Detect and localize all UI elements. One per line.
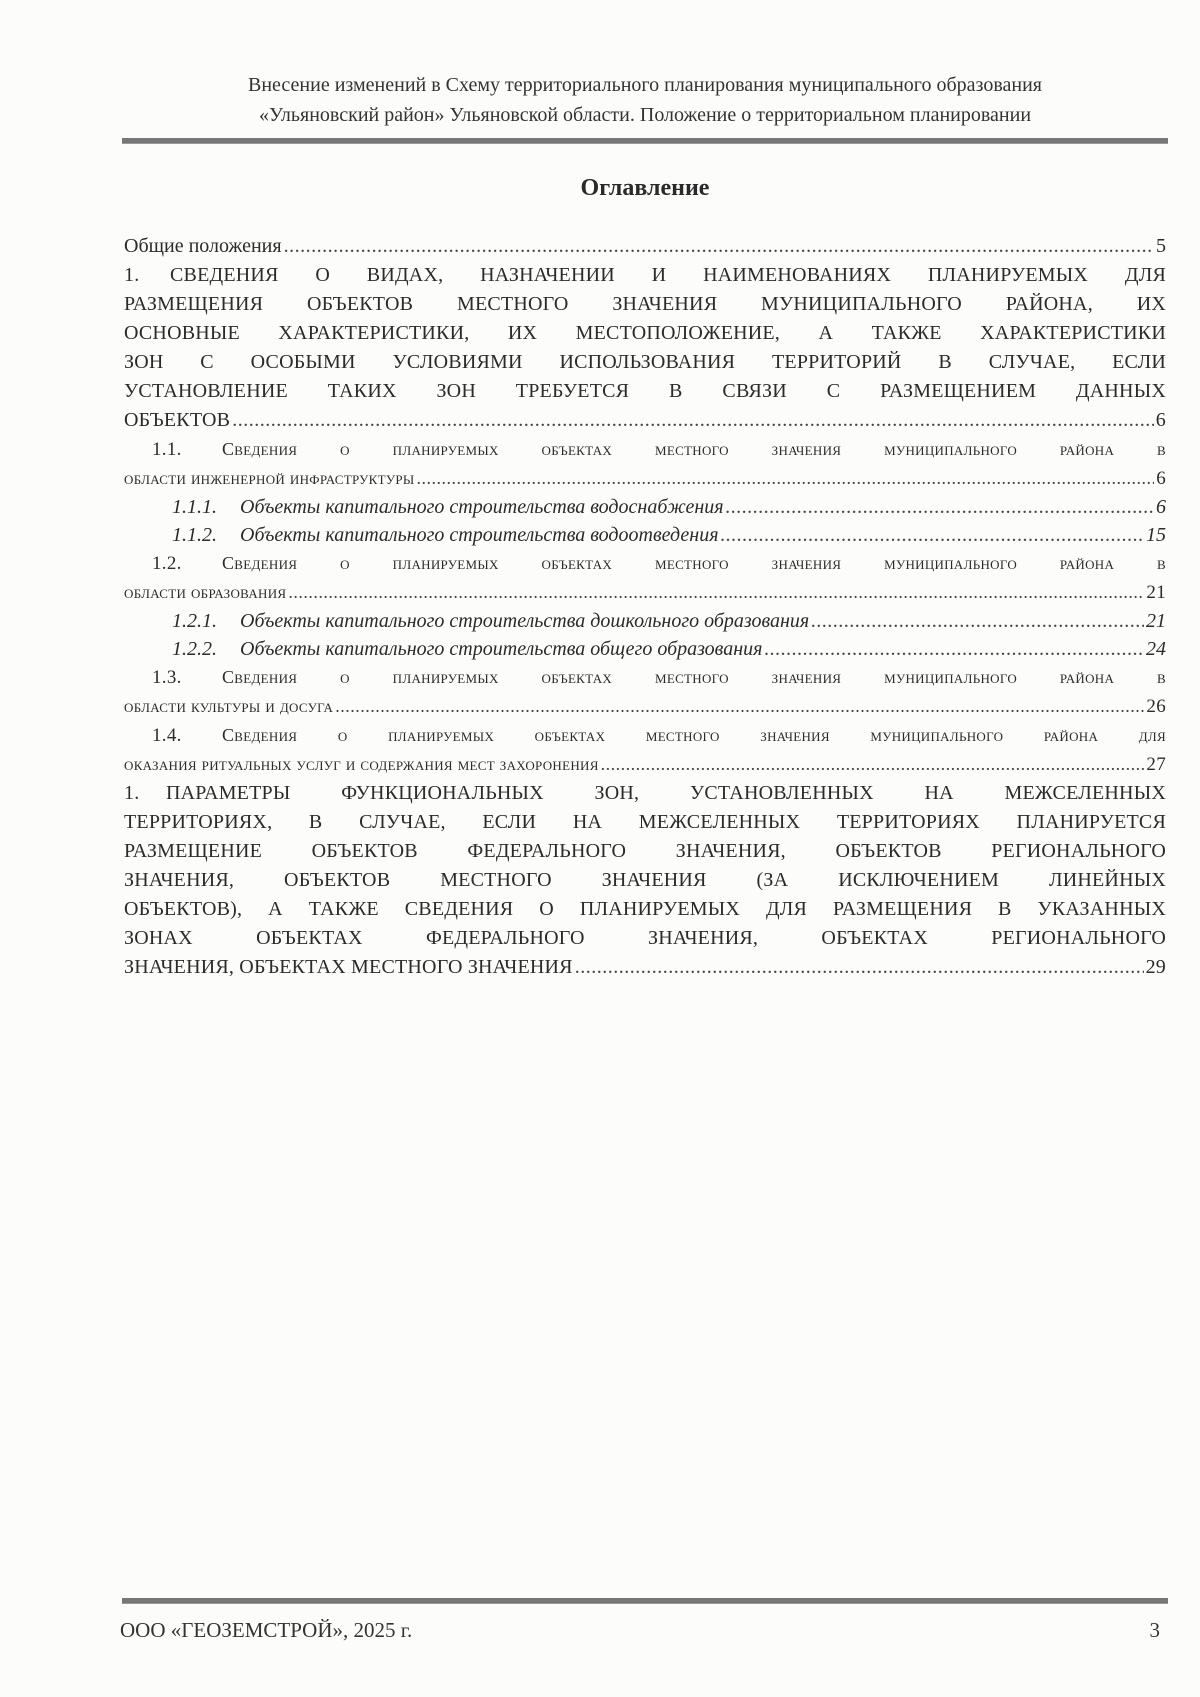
toc-entry-line: УСТАНОВЛЕНИЕ ТАКИХ ЗОН ТРЕБУЕТСЯ В СВЯЗИ С РАЗМЕЩЕНИЕМ ДАННЫХ <box>124 380 1166 402</box>
toc-entry-line: 1. СВЕДЕНИЯ О ВИДАХ, НАЗНАЧЕНИИ И НАИМЕНОВАНИЯХ ПЛАНИРУЕМЫХ ДЛЯ <box>124 261 1166 290</box>
toc-page-number: 6 <box>1155 409 1166 431</box>
toc-entry-section-1-3[interactable] <box>124 663 1166 721</box>
toc-entry-number: 1.1.2. <box>172 524 217 546</box>
toc-page-number: 21 <box>1146 610 1166 632</box>
dot-leader <box>764 635 1144 663</box>
toc-entry-section-1[interactable] <box>124 261 1166 435</box>
toc-entry-text: ОБЪЕКТОВ <box>124 409 231 431</box>
toc-entry-line: ЗОН С ОСОБЫМИ УСЛОВИЯМИ ИСПОЛЬЗОВАНИЯ ТЕРРИТОРИЙ В СЛУЧАЕ, ЕСЛИ <box>124 351 1166 373</box>
toc-entry-line: ОСНОВНЫЕ ХАРАКТЕРИСТИКИ, ИХ МЕСТОПОЛОЖЕНИЕ, А ТАКЖЕ ХАРАКТЕРИСТИКИ <box>124 322 1166 344</box>
toc-entry-line: ЗОНАХ ОБЪЕКТАХ ФЕДЕРАЛЬНОГО ЗНАЧЕНИЯ, ОБЪЕКТАХ РЕГИОНАЛЬНОГО <box>124 927 1166 949</box>
toc-entry-line: 1.2. Сведения о планируемых объектах местного значения муниципального района в <box>124 549 1166 578</box>
dot-leader <box>726 493 1154 521</box>
toc-entry-line: ЗНАЧЕНИЯ, ОБЪЕКТОВ МЕСТНОГО ЗНАЧЕНИЯ (ЗА ИСКЛЮЧЕНИЕМ ЛИНЕЙНЫХ <box>124 869 1166 891</box>
toc-page-number: 21 <box>1146 582 1166 603</box>
toc-entry-text: области образования <box>124 582 287 602</box>
toc-entry-text: Объекты капитального строительства водоснабжения <box>240 496 724 518</box>
toc-entry-section-1-2-2[interactable] <box>124 635 1166 663</box>
toc-entry-number: 1.1.1. <box>172 496 217 518</box>
toc-entry-section-2[interactable] <box>124 779 1166 982</box>
toc-entry-number: 1.1. <box>152 439 182 460</box>
toc-title: Оглавление <box>580 175 710 201</box>
toc-page-number: 6 <box>1156 496 1166 518</box>
dot-leader <box>721 521 1145 549</box>
toc-entry-number: 1. <box>124 782 140 804</box>
dot-leader <box>335 692 1144 721</box>
dot-leader <box>811 607 1144 635</box>
toc-entry-section-1-1-1[interactable] <box>124 493 1166 521</box>
toc-entry-section-1-2[interactable] <box>124 549 1166 607</box>
footer-company: ООО «ГЕОЗЕМСТРОЙ», 2025 г. <box>120 1618 413 1642</box>
toc-entry-text: оказания ритуальных услуг и содержания мест захоронения <box>124 754 599 774</box>
dot-leader <box>284 232 1154 261</box>
table-of-contents <box>124 232 1166 982</box>
toc-entry-line: ТЕРРИТОРИЯХ, В СЛУЧАЕ, ЕСЛИ НА МЕЖСЕЛЕННЫХ ТЕРРИТОРИЯХ ПЛАНИРУЕТСЯ <box>124 811 1166 833</box>
toc-entry-text: Объекты капитального строительства дошкольного образования <box>240 610 810 632</box>
toc-entry-text: Объекты капитального строительства общего образования <box>240 638 763 660</box>
dot-leader <box>417 464 1155 493</box>
toc-page-number: 5 <box>1156 235 1166 257</box>
dot-leader <box>232 406 1154 435</box>
toc-entry-text: Объекты капитального строительства водоотведения <box>240 524 719 546</box>
toc-entry-section-1-2-1[interactable] <box>124 607 1166 635</box>
toc-page-number: 24 <box>1146 638 1166 660</box>
toc-entry-text: Общие положения <box>124 235 282 257</box>
toc-entry-section-1-4[interactable] <box>124 721 1166 779</box>
toc-entry-number: 1. <box>124 264 140 286</box>
toc-entry-text: области инженерной инфраструктуры <box>124 468 415 488</box>
toc-entry-line: ОБЪЕКТОВ), А ТАКЖЕ СВЕДЕНИЯ О ПЛАНИРУЕМЫХ ДЛЯ РАЗМЕЩЕНИЯ В УКАЗАННЫХ <box>124 898 1166 920</box>
toc-page-number: 26 <box>1146 696 1166 717</box>
toc-entry-number: 1.2.2. <box>172 638 217 660</box>
toc-entry-text: ЗНАЧЕНИЯ, ОБЪЕКТАХ МЕСТНОГО ЗНАЧЕНИЯ <box>124 956 573 978</box>
header-line-2: «Ульяновский район» Ульяновской области. Положение о территориальном планировании <box>258 104 1032 126</box>
toc-entry-number: 1.2. <box>152 553 182 574</box>
header-line-1: Внесение изменений в Схему территориального планирования муниципального образования <box>248 74 1042 96</box>
dot-leader <box>575 953 1144 982</box>
toc-entry-section-1-1[interactable] <box>124 435 1166 493</box>
toc-entry-number: 1.3. <box>152 667 182 688</box>
toc-entry-line: 1.3. Сведения о планируемых объектах местного значения муниципального района в <box>124 663 1166 692</box>
running-header <box>120 70 1170 130</box>
header-rule <box>122 138 1168 144</box>
toc-entry-text: области культуры и досуга <box>124 696 334 716</box>
toc-entry-line: РАЗМЕЩЕНИЯ ОБЪЕКТОВ МЕСТНОГО ЗНАЧЕНИЯ МУНИЦИПАЛЬНОГО РАЙОНА, ИХ <box>124 293 1166 315</box>
dot-leader <box>601 750 1145 779</box>
toc-entry-general[interactable] <box>124 232 1166 261</box>
toc-entry-number: 1.2.1. <box>172 610 217 632</box>
footer-page-number: 3 <box>1149 1618 1160 1642</box>
toc-entry-line: 1.1. Сведения о планируемых объектах местного значения муниципального района в <box>124 435 1166 464</box>
dot-leader <box>288 578 1144 607</box>
toc-page-number: 15 <box>1146 524 1166 546</box>
toc-page-number: 27 <box>1146 754 1166 775</box>
toc-entry-section-1-1-2[interactable] <box>124 521 1166 549</box>
toc-entry-number: 1.4. <box>152 725 182 746</box>
toc-entry-line: РАЗМЕЩЕНИЕ ОБЪЕКТОВ ФЕДЕРАЛЬНОГО ЗНАЧЕНИЯ, ОБЪЕКТОВ РЕГИОНАЛЬНОГО <box>124 840 1166 862</box>
footer-rule <box>122 1598 1168 1604</box>
toc-page-number: 29 <box>1145 956 1166 978</box>
toc-entry-line: 1. ПАРАМЕТРЫ ФУНКЦИОНАЛЬНЫХ ЗОН, УСТАНОВЛЕННЫХ НА МЕЖСЕЛЕННЫХ <box>124 779 1166 808</box>
toc-page-number: 6 <box>1156 468 1166 489</box>
toc-entry-line: 1.4. Сведения о планируемых объектах местного значения муниципального района для <box>124 721 1166 750</box>
